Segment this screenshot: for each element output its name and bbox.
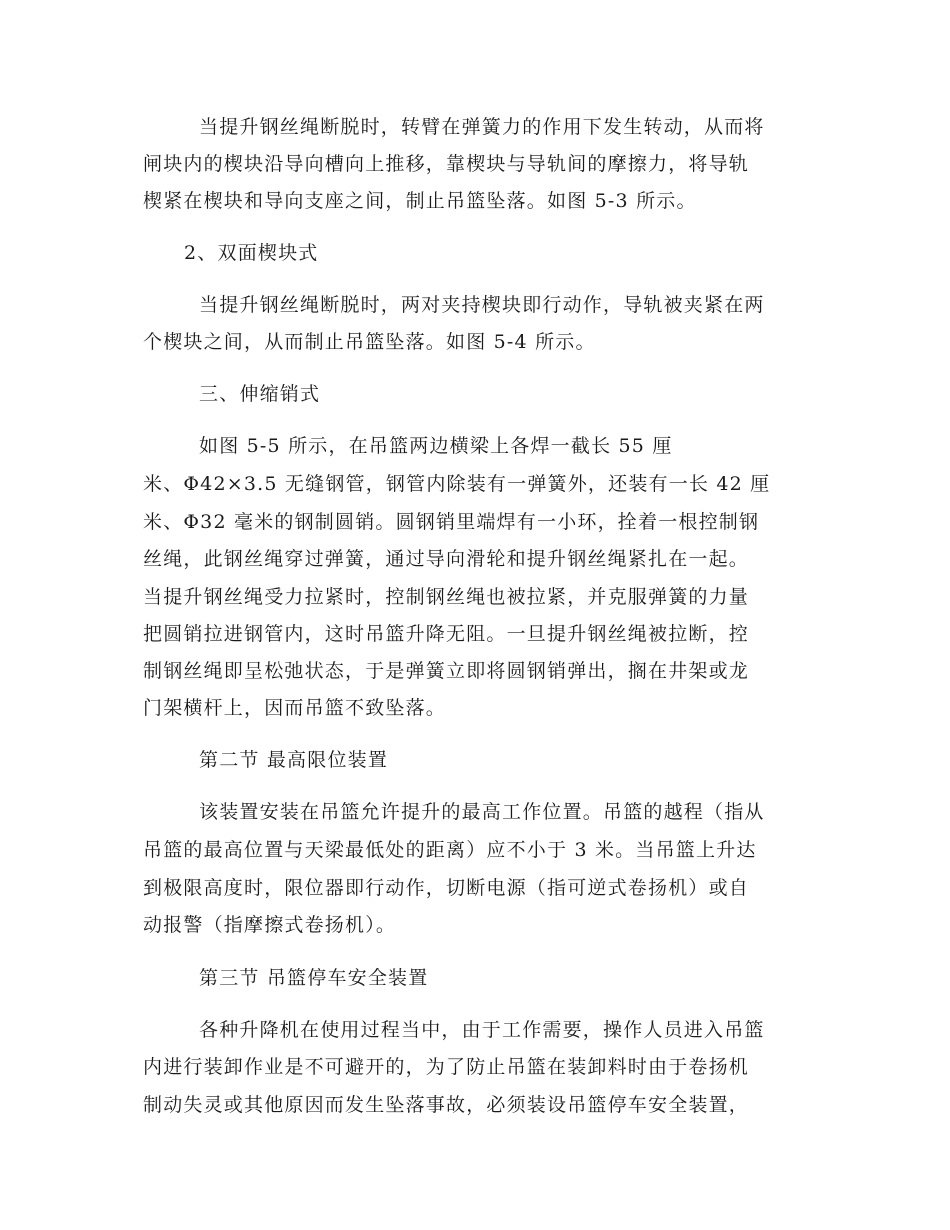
paragraph-line: 当提升钢丝绳断脱时，转臂在弹簧力的作用下发生转动，从而将 [199, 116, 765, 138]
paragraph-line: 制动失灵或其他原因而发生坠落事故，必须装设吊篮停车安全装置， [143, 1094, 750, 1116]
section-heading: 第三节 吊篮停车安全装置 [199, 967, 429, 989]
paragraph-line: 个楔块之间，从而制止吊篮坠落。如图 5-4 所示。 [143, 331, 596, 353]
paragraph-line: 闸块内的楔块沿导向槽向上推移，靠楔块与导轨间的摩擦力，将导轨 [143, 153, 750, 175]
paragraph-line: 门架横杆上，因而吊篮不致坠落。 [143, 697, 447, 719]
section-heading: 2、双面楔块式 [184, 242, 319, 264]
paragraph-line: 当提升钢丝绳受力拉紧时，控制钢丝绳也被拉紧，并克服弹簧的力量 [143, 586, 750, 608]
paragraph-line: 楔紧在楔块和导向支座之间，制止吊篮坠落。如图 5-3 所示。 [143, 190, 697, 212]
paragraph-line: 动报警（指摩擦式卷扬机）。 [143, 914, 397, 936]
paragraph-line: 米、Φ42×3.5 无缝钢管，钢管内除装有一弹簧外，还装有一长 42 厘 [143, 473, 771, 495]
paragraph-line: 吊篮的最高位置与天梁最低处的距离）应不小于 3 米。当吊篮上升达 [143, 839, 757, 861]
section-heading: 第二节 最高限位装置 [199, 749, 389, 771]
paragraph-line: 把圆销拉进钢管内，这时吊篮升降无阻。一旦提升钢丝绳被拉断，控 [143, 623, 750, 645]
paragraph-line: 丝绳，此钢丝绳穿过弹簧，通过导向滑轮和提升钢丝绳紧扎在一起。 [143, 548, 750, 570]
paragraph-line: 各种升降机在使用过程当中，由于工作需要，操作人员进入吊篮 [199, 1019, 765, 1041]
paragraph-line: 米、Φ32 毫米的钢制圆销。圆钢销里端焊有一小环，拴着一根控制钢 [143, 511, 760, 533]
paragraph-line: 制钢丝绳即呈松弛状态，于是弹簧立即将圆钢销弹出，搁在井架或龙 [143, 660, 750, 682]
paragraph-line: 内进行装卸作业是不可避开的，为了防止吊篮在装卸料时由于卷扬机 [143, 1056, 750, 1078]
paragraph-line: 到极限高度时，限位器即行动作，切断电源（指可逆式卷扬机）或自 [143, 877, 750, 899]
section-heading: 三、伸缩销式 [199, 383, 321, 405]
paragraph-line: 如图 5-5 所示，在吊篮两边横梁上各焊一截长 55 厘 [199, 435, 673, 457]
paragraph-line: 该装置安装在吊篮允许提升的最高工作位置。吊篮的越程（指从 [199, 801, 765, 823]
paragraph-line: 当提升钢丝绳断脱时，两对夹持楔块即行动作，导轨被夹紧在两 [199, 294, 765, 316]
